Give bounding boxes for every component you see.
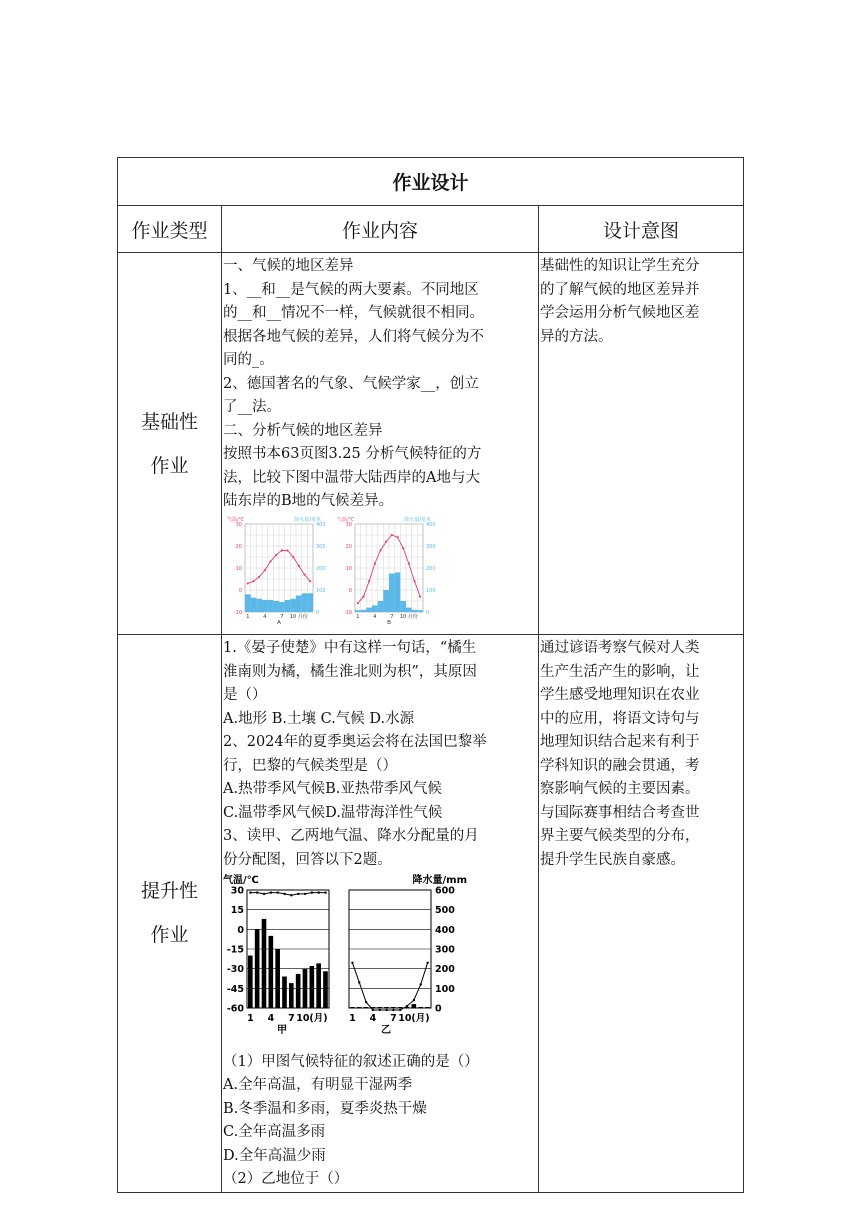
temp-point [385, 1009, 387, 1011]
y-tick-label: 400 [435, 924, 455, 936]
temp-point [372, 1009, 374, 1011]
precip-axis-label: 降水量/毫米 [294, 516, 321, 523]
precip-bar [366, 607, 372, 611]
y-tick-label: 500 [435, 905, 455, 917]
x-tick-label: 1 [247, 1013, 254, 1024]
content-cell-basic [222, 253, 539, 635]
temp-point [399, 1009, 401, 1011]
temp-point [419, 595, 421, 597]
text-line: C.全年高温多雨 [223, 1124, 326, 1140]
precip-tick-label: 0 [426, 609, 430, 616]
header-intent: 设计意图 [539, 206, 744, 253]
temp-point [385, 540, 387, 542]
bar [296, 974, 301, 1008]
bar [398, 1007, 403, 1008]
bar [323, 971, 328, 1008]
y-tick-label: 15 [230, 905, 244, 917]
precip-bar [361, 609, 367, 611]
temp-tick-label: 20 [235, 543, 242, 550]
text-line: 界主要气候类型的分布， [540, 828, 700, 844]
bar [255, 929, 260, 1008]
x-tick-label: 7 [390, 1013, 397, 1024]
x-tick-label: 1 [349, 1013, 356, 1024]
bar [377, 1007, 382, 1008]
temp-line [352, 963, 427, 1010]
precip-bar [307, 593, 313, 612]
temp-tick-label: 10 [345, 565, 352, 572]
text-line: 同的_。 [223, 352, 274, 368]
bar [384, 1007, 389, 1008]
content-cell-advanced [222, 635, 539, 1193]
bar [275, 949, 280, 1008]
text-line: 察影响气候的主要因素。 [540, 781, 700, 797]
y-tick-label: 100 [435, 983, 455, 995]
bar [391, 1007, 396, 1008]
precip-bar [273, 601, 279, 612]
temp-point [298, 564, 300, 566]
precip-axis-label: 降水量/毫米 [404, 516, 431, 523]
type-cell-basic [118, 253, 222, 635]
text-line: D.全年高温少雨 [223, 1147, 326, 1164]
precip-bar [417, 610, 423, 612]
x-tick-label: 1 [246, 613, 250, 620]
temp-tick-label: 30 [345, 521, 352, 528]
y-tick-label: -60 [226, 1003, 244, 1015]
y-tick-label: 200 [435, 964, 455, 976]
x-tick-label: 10(月) [398, 1013, 430, 1024]
precip-bar [389, 573, 395, 612]
bar [316, 963, 321, 1008]
y-tick-label: 600 [435, 885, 455, 897]
x-tick-label: 7 [390, 613, 394, 620]
temp-point [264, 569, 266, 571]
type-label: 作业 [150, 924, 189, 947]
text-line: 二、分析气候的地区差异 [223, 422, 383, 439]
table-row-advanced [118, 635, 744, 1193]
text-line: 学会运用分析气候地区差 [540, 305, 700, 321]
y-tick-label: 300 [435, 944, 455, 956]
precip-bar [302, 593, 308, 612]
text-line: 法，比较下图中温带大陆西岸的A地与大 [223, 469, 480, 486]
temp-point [269, 560, 271, 562]
type-label: 提升性 [140, 880, 198, 903]
y-tick-label: -30 [226, 964, 244, 976]
text-line: 提升学生民族自豪感。 [540, 851, 685, 868]
intent-lines [540, 637, 743, 872]
temp-tick-label: 20 [345, 543, 352, 550]
precip-tick-label: 100 [316, 587, 326, 594]
text-line: 了__法。 [223, 399, 281, 415]
text-line: 学科知识的融会贯通，考 [540, 757, 700, 774]
text-line: 1、__和__是气候的两大要素。不同地区 [223, 281, 479, 298]
x-tick-label: 10 月份 [399, 613, 418, 620]
temp-point [309, 580, 311, 582]
temp-point [362, 595, 364, 597]
text-line: A.全年高温，有明显干湿两季 [223, 1077, 413, 1093]
text-line: B.冬季温和多雨，夏季炎热干燥 [223, 1100, 427, 1117]
temp-line [250, 893, 325, 896]
chart-caption: A [277, 619, 281, 626]
type-label: 作业 [150, 454, 189, 477]
precip-bar [378, 601, 384, 612]
precip-bar [372, 605, 378, 612]
precip-tick-label: 300 [316, 543, 326, 550]
type-label: 基础性 [140, 410, 198, 433]
y-axis-label: 气温/℃ [223, 875, 259, 886]
type-cell-advanced [118, 635, 222, 1193]
temp-point [247, 582, 249, 584]
text-line: 学生感受地理知识在农业 [540, 687, 700, 703]
temp-point [256, 891, 258, 893]
temp-point [292, 555, 294, 557]
content-lines [223, 637, 538, 872]
bar [269, 936, 274, 1008]
precip-tick-label: 100 [426, 587, 436, 594]
homework-design-table [117, 157, 744, 1193]
precip-bar [395, 572, 401, 612]
temp-point [249, 891, 251, 893]
temp-tick-label: 10 [235, 565, 242, 572]
temp-point [391, 533, 393, 535]
text-line: 异的方法。 [540, 328, 613, 345]
text-line: 行，巴黎的气候类型是（） [223, 757, 397, 774]
precip-tick-label: 200 [316, 565, 326, 572]
temp-point [286, 549, 288, 551]
text-line: 通过谚语考察气候对人类 [540, 640, 700, 656]
bar [289, 983, 294, 1008]
temp-point [303, 573, 305, 575]
content-lines [223, 1051, 538, 1192]
bar [282, 977, 287, 1008]
text-line: 陆东岸的B地的气候差异。 [223, 493, 394, 509]
text-line: 是（） [223, 687, 267, 703]
temp-axis-label: 气温/℃ [337, 516, 355, 523]
text-line: 1.《晏子使楚》中有这样一句话，“橘生 [223, 640, 477, 656]
temp-point [357, 602, 359, 604]
text-line: 份分配图，回答以下2题。 [223, 851, 392, 868]
precip-tick-label: 400 [316, 521, 326, 528]
precip-tick-label: 400 [426, 521, 436, 528]
bar [262, 919, 267, 1008]
temp-point [368, 580, 370, 582]
text-line: 3、读甲、乙两地气温、降水分配量的月 [223, 828, 479, 844]
temp-point [351, 962, 353, 964]
text-line: （2）乙地位于（） [223, 1171, 349, 1187]
temp-point [297, 893, 299, 895]
text-line: 的__和__情况不一样，气候就很不相同。 [223, 305, 484, 321]
temp-point [283, 893, 285, 895]
bar [412, 1004, 417, 1008]
intent-lines [540, 255, 743, 349]
temp-axis-label: 气温/℃ [227, 516, 245, 523]
intent-cell-advanced [539, 635, 744, 1193]
y-tick-label: -45 [226, 983, 244, 995]
bar [418, 1007, 423, 1008]
x-tick-label: 10 月份 [289, 613, 308, 620]
precip-bar [383, 590, 389, 612]
text-line: 地理知识结合起来有利于 [540, 734, 700, 750]
text-line: （1）甲图气候特征的叙述正确的是（） [223, 1053, 479, 1070]
temp-point [420, 983, 422, 985]
x-tick-label: 4 [373, 613, 377, 620]
temp-point [270, 891, 272, 893]
temp-tick-label: -10 [343, 609, 352, 616]
text-line: 2、德国著名的气象、气候学家__，创立 [223, 375, 479, 392]
temp-point [374, 562, 376, 564]
temp-tick-label: 30 [235, 521, 242, 528]
temp-point [358, 981, 360, 983]
temp-point [275, 553, 277, 555]
text-line: A.地形 B.土壤 C.气候 D.水源 [223, 710, 415, 727]
text-line: 按照书本63页图3.25 分析气候特征的方 [223, 446, 482, 462]
bar [350, 1007, 355, 1008]
x-tick-label: 4 [263, 613, 267, 620]
text-line: 基础性的知识让学生充分 [540, 258, 700, 274]
temp-point [290, 894, 292, 896]
temp-point [365, 1001, 367, 1003]
temp-point [379, 1009, 381, 1011]
precip-bar [400, 601, 406, 612]
temp-point [281, 549, 283, 551]
precip-tick-label: 0 [316, 609, 320, 616]
temp-tick-label: 0 [348, 587, 352, 594]
text-line: 2、2024年的夏季奥运会将在法国巴黎举 [223, 734, 487, 750]
temp-point [277, 891, 279, 893]
table-row-basic [118, 253, 744, 635]
precip-bar [279, 602, 285, 612]
temp-point [406, 1005, 408, 1007]
bar [364, 1007, 369, 1008]
temp-point [379, 549, 381, 551]
temp-point [408, 562, 410, 564]
bar [425, 1007, 430, 1008]
temp-point [413, 580, 415, 582]
intent-cell-basic [539, 253, 744, 635]
y-axis-label: 降水量/mm [412, 875, 467, 886]
table-title: 作业设计 [118, 158, 744, 206]
precip-bar [262, 599, 268, 611]
precip-bar [290, 598, 296, 611]
text-line: 中的应用，将语文诗句与 [540, 710, 700, 727]
text-line: C.温带季风气候D.温带海洋性气候 [223, 804, 443, 821]
precip-bar [285, 599, 291, 611]
precip-bar [355, 610, 361, 612]
bar [248, 956, 253, 1008]
temp-point [252, 580, 254, 582]
temp-point [392, 1009, 394, 1011]
precip-bar [412, 609, 418, 611]
x-tick-label: 10(月) [296, 1013, 328, 1024]
temp-point [263, 893, 265, 895]
precip-tick-label: 300 [426, 543, 436, 550]
temp-tick-label: 0 [238, 587, 242, 594]
text-line: 一、气候的地区差异 [223, 258, 354, 274]
temp-point [413, 999, 415, 1001]
content-lines [223, 255, 538, 514]
temp-point [318, 891, 320, 893]
chart-caption: 甲 [277, 1025, 287, 1036]
header-content: 作业内容 [222, 206, 539, 253]
x-tick-label: 1 [356, 613, 360, 620]
y-tick-label: 0 [435, 1003, 442, 1015]
bar [357, 1007, 362, 1008]
climate-charts-jia-yi [223, 872, 483, 1042]
y-tick-label: 30 [230, 885, 244, 897]
text-line: 的了解气候的地区差异并 [540, 281, 700, 298]
temp-point [304, 893, 306, 895]
text-line: 淮南则为橘，橘生淮北则为枳”，其原因 [223, 663, 477, 680]
precip-tick-label: 200 [426, 565, 436, 572]
temp-point [402, 547, 404, 549]
temp-point [426, 962, 428, 964]
text-line: 根据各地气候的差异，人们将气候分为不 [223, 328, 484, 345]
precip-bar [296, 595, 302, 612]
precip-bar [406, 607, 412, 611]
y-tick-label: -15 [226, 944, 244, 956]
precip-bar [245, 594, 251, 612]
temp-tick-label: -10 [233, 609, 242, 616]
x-tick-label: 4 [267, 1013, 275, 1024]
bar [310, 966, 315, 1008]
x-tick-label: 4 [369, 1013, 377, 1024]
temp-point [396, 536, 398, 538]
temp-point [311, 891, 313, 893]
y-tick-label: 0 [237, 924, 244, 936]
header-type: 作业类型 [118, 206, 222, 253]
text-line: A.热带季风气候B.亚热带季风气候 [223, 781, 442, 797]
climate-charts-ab [223, 514, 538, 626]
text-line: 生产生活产生的影响，让 [540, 663, 700, 680]
temp-point [258, 575, 260, 577]
precip-bar [268, 599, 274, 611]
x-tick-label: 7 [288, 1013, 295, 1024]
text-line: 与国际赛事相结合考查世 [540, 804, 700, 821]
precip-bar [251, 597, 257, 611]
precip-bar [256, 598, 262, 611]
temp-point [324, 891, 326, 893]
chart-caption: 乙 [381, 1025, 391, 1036]
bar [303, 969, 308, 1008]
x-tick-label: 7 [280, 613, 284, 620]
chart-caption: B [387, 619, 391, 626]
